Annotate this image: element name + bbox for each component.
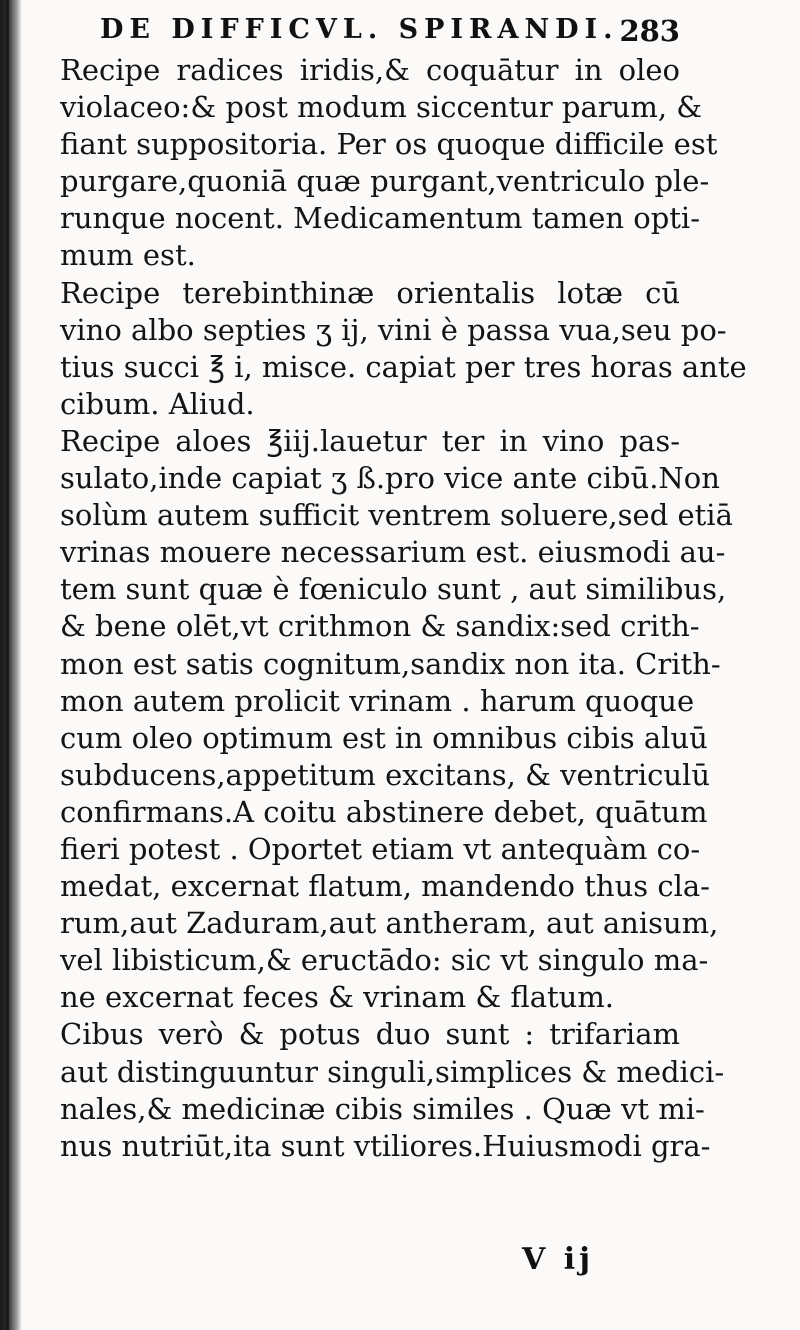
text-line: & bene olēt,vt crithmon & sandix:sed crith-	[60, 609, 700, 644]
text-line: ne excernat feces & vrinam & flatum.	[60, 980, 615, 1015]
text-line: Recipe aloes ℥iij.lauetur ter in vino pas-	[60, 423, 680, 458]
body-text	[60, 52, 747, 1165]
text-line: Recipe terebinthinæ orientalis lotæ cū	[60, 275, 680, 310]
text-line: purgare,quoniā quæ purgant,ventriculo ple-	[60, 164, 710, 199]
text-line: tem sunt quæ è fœniculo sunt , aut similibus,	[60, 572, 727, 607]
text-line: Recipe radices iridis,& coquātur in oleo	[60, 53, 680, 87]
text-line: cum oleo optimum est in omnibus cibis aluū	[60, 720, 708, 755]
text-line: subducens,appetitum excitans, & ventriculū	[60, 757, 710, 792]
text-line: medat, excernat flatum, mandendo thus cla-	[60, 869, 710, 904]
text-line: solùm autem sufficit ventrem soluere,sed etiā	[60, 498, 733, 533]
text-line: fieri potest . Oportet etiam vt antequàm co-	[60, 831, 701, 866]
text-line: rum,aut Zaduram,aut antheram, aut anisum,	[60, 906, 719, 941]
running-head	[100, 14, 680, 54]
text-line: sulato,inde capiat ʒ ß.pro vice ante cibū.Non	[60, 461, 720, 496]
text-line: mon est satis cognitum,sandix non ita. Crith-	[60, 646, 721, 681]
text-line: vel libisticum,& eructādo: sic vt singulo ma-	[60, 943, 709, 978]
text-line: mon autem prolicit vrinam . harum quoque	[60, 683, 695, 718]
text-line: vino albo septies ʒ ij, vini è passa vua,seu po-	[60, 312, 727, 347]
text-line: nus nutriūt,ita sunt vtiliores.Huiusmodi gra-	[60, 1128, 711, 1163]
text-line: tius succi ℥ i, misce. capiat per tres horas ante	[60, 349, 747, 384]
text-line: confirmans.A coitu abstinere debet, quātum	[60, 794, 708, 829]
text-line: aut distinguuntur singuli,simplices & medici-	[60, 1054, 725, 1089]
text-line: vrinas mouere necessarium est. eiusmodi au-	[60, 535, 726, 570]
text-line: cibum. Aliud.	[60, 386, 255, 421]
text-line: nales,& medicinæ cibis similes . Quæ vt mi-	[60, 1091, 705, 1126]
text-line: violaceo:& post modum siccentur parum, &	[60, 90, 703, 125]
text-line: Cibus verò & potus duo sunt : trifariam	[60, 1017, 680, 1052]
running-title: DE DIFFICVL. SPIRANDI.	[100, 14, 619, 45]
text-line: fiant suppositoria. Per os quoque difficile est	[60, 127, 718, 162]
signature-mark: V ij	[522, 1242, 594, 1277]
text-line: mum est.	[60, 238, 196, 273]
page-number: 283	[619, 14, 680, 48]
text-line: runque nocent. Medicamentum tamen opti-	[60, 201, 701, 236]
binding-shadow	[0, 0, 22, 1330]
